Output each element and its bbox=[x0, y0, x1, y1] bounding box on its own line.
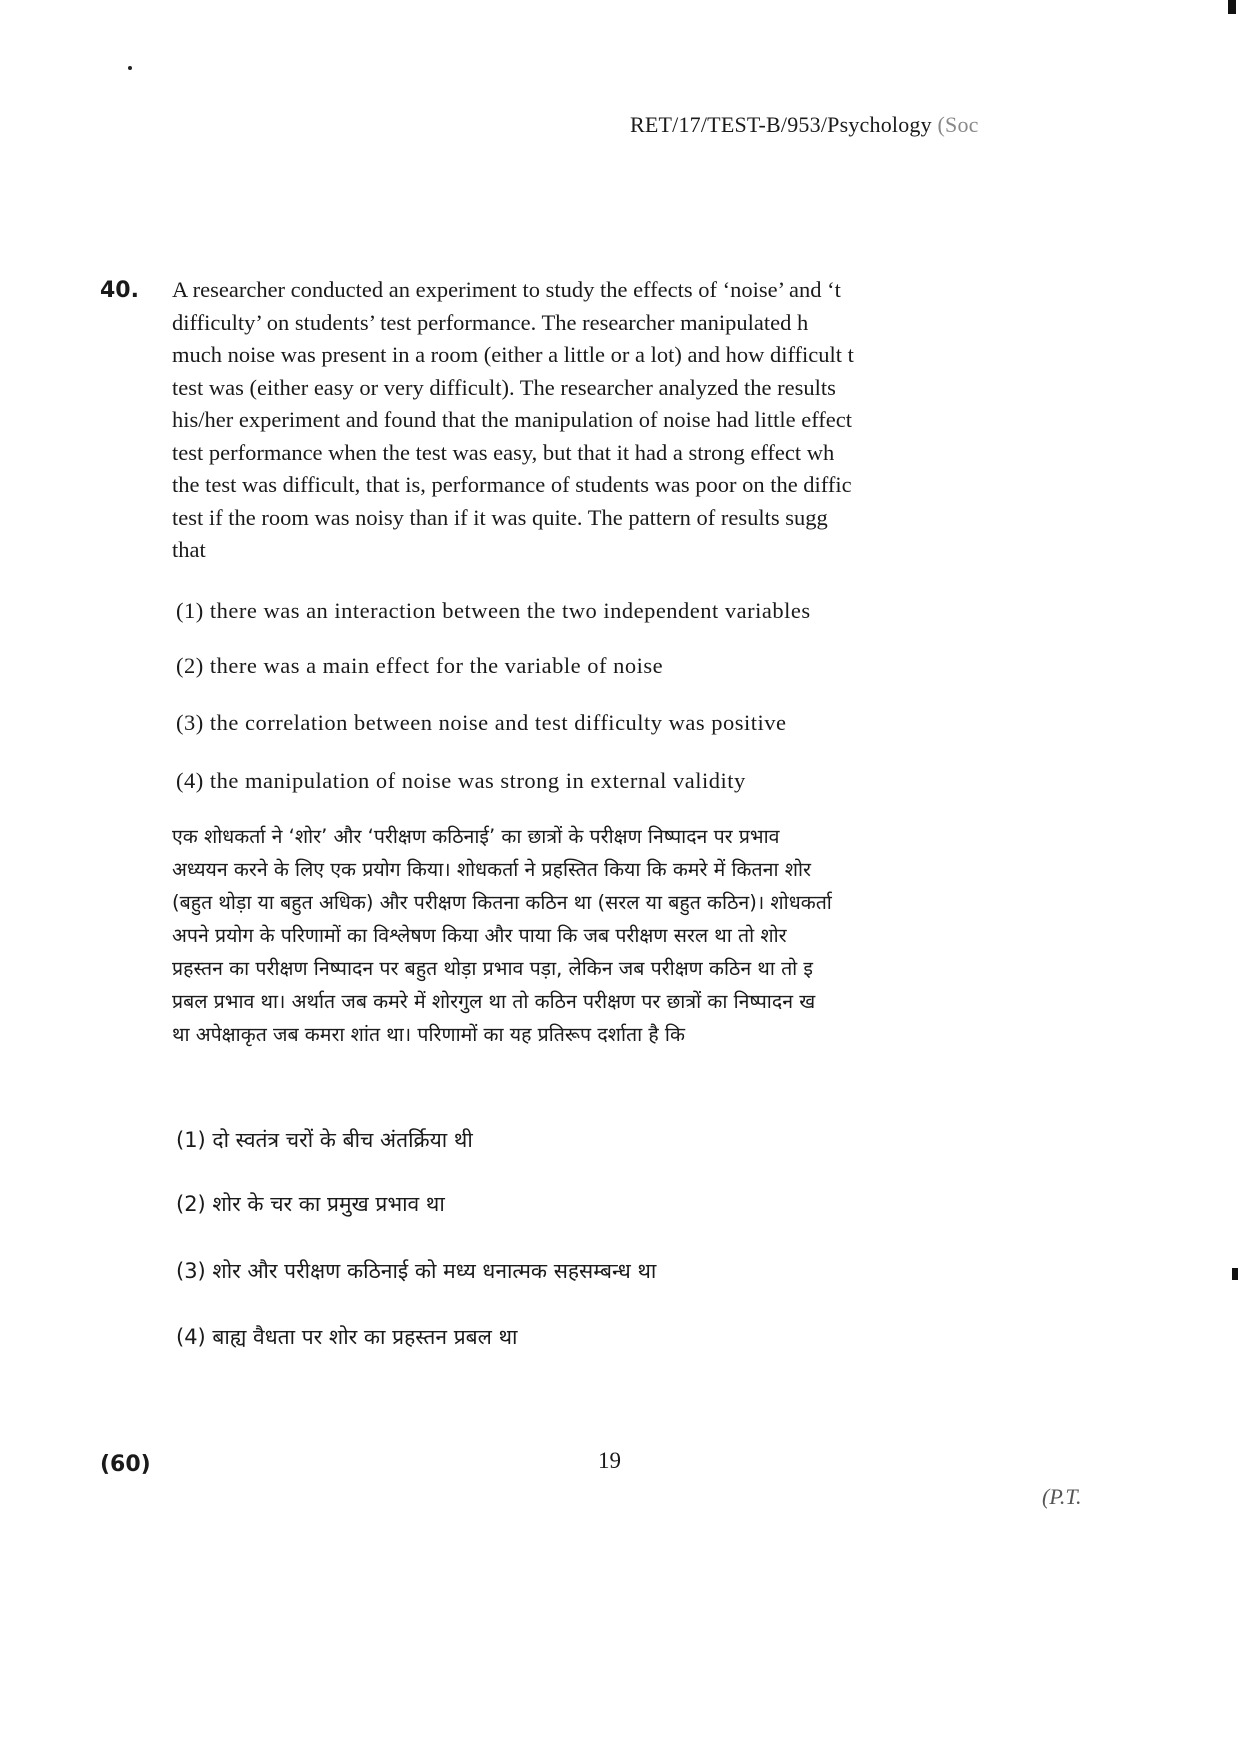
scan-mark bbox=[1228, 0, 1236, 14]
option-english-3: (3) the correlation between noise and test difficulty was positive bbox=[176, 710, 787, 735]
question-text-english bbox=[172, 274, 1100, 567]
question-hindi-line: अध्ययन करने के लिए एक प्रयोग किया। शोधकर्ता ने प्रहस्तित किया कि कमरे में कितना शोर bbox=[172, 858, 811, 881]
question-line: A researcher conducted an experiment to study the effects of ‘noise’ and ‘t bbox=[172, 277, 841, 302]
question-line: much noise was present in a room (either a little or a lot) and how difficult t bbox=[172, 342, 854, 367]
paper-code-header bbox=[630, 112, 979, 138]
option-hindi-4: (4) बाह्य वैधता पर शोर का प्रहस्तन प्रबल था bbox=[176, 1325, 518, 1349]
option-hindi-2: (2) शोर के चर का प्रमुख प्रभाव था bbox=[176, 1192, 445, 1216]
scan-speck bbox=[128, 66, 132, 70]
question-line: test performance when the test was easy, but that it had a strong effect wh bbox=[172, 439, 835, 465]
question-line: his/her experiment and found that the manipulation of noise had little effect bbox=[172, 407, 853, 432]
question-hindi-line: प्रबल प्रभाव था। अर्थात जब कमरे में शोरगुल था तो कठिन परीक्षण पर छात्रों का निष्पादन ख bbox=[172, 990, 816, 1013]
scan-mark bbox=[1232, 1268, 1238, 1280]
question-hindi-line: अपने प्रयोग के परिणामों का विश्लेषण किया और पाया कि जब परीक्षण सरल था तो शोर bbox=[172, 924, 787, 947]
question-hindi-line: था अपेक्षाकृत जब कमरा शांत था। परिणामों का यह प्रतिरूप दर्शाता है कि bbox=[172, 1023, 685, 1046]
question-hindi-line: एक शोधकर्ता ने ‘शोर’ और ‘परीक्षण कठिनाई’ का छात्रों के परीक्षण निष्पादन पर प्रभाव bbox=[172, 825, 780, 848]
option-hindi-1: (1) दो स्वतंत्र चरों के बीच अंतर्क्रिया थी bbox=[176, 1128, 473, 1152]
option-english-2: (2) there was a main effect for the variable of noise bbox=[176, 653, 664, 678]
footer-code: (60) bbox=[100, 1452, 151, 1477]
question-line: test was (either easy or very difficult). The researcher analyzed the results bbox=[172, 374, 836, 400]
question-line: that bbox=[172, 537, 206, 562]
paper-code-suffix: (Soc bbox=[937, 112, 979, 137]
question-number: 40. bbox=[100, 278, 139, 303]
option-english-4: (4) the manipulation of noise was strong in external validity bbox=[176, 768, 746, 793]
paper-code: RET/17/TEST-B/953/Psychology bbox=[630, 112, 932, 137]
question-hindi-line: प्रहस्तन का परीक्षण निष्पादन पर बहुत थोड़ा प्रभाव पड़ा, लेकिन जब परीक्षण कठिन था तो इ bbox=[172, 957, 814, 980]
question-line: the test was difficult, that is, performance of students was poor on the diffic bbox=[172, 472, 852, 497]
option-hindi-3: (3) शोर और परीक्षण कठिनाई को मध्य धनात्मक सहसम्बन्ध था bbox=[176, 1259, 657, 1283]
option-english-1: (1) there was an interaction between the two independent variables bbox=[176, 598, 811, 623]
question-line: difficulty’ on students’ test performance. The researcher manipulated h bbox=[172, 309, 809, 335]
question-text-hindi bbox=[172, 820, 1102, 1051]
page-number: 19 bbox=[598, 1448, 621, 1473]
question-line: test if the room was noisy than if it was quite. The pattern of results sugg bbox=[172, 504, 828, 530]
please-turn-over: (P.T. bbox=[1042, 1484, 1082, 1509]
question-hindi-line: (बहुत थोड़ा या बहुत अधिक) और परीक्षण कितना कठिन था (सरल या बहुत कठिन)। शोधकर्ता bbox=[172, 891, 832, 914]
